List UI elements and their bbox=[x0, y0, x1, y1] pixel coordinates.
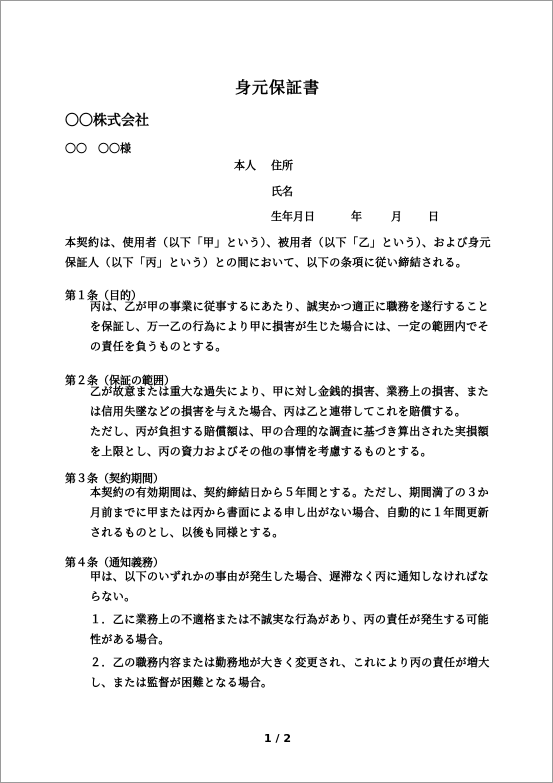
article-1-heading: 第１条（目的） bbox=[65, 289, 142, 302]
signature-address-label: 住所 bbox=[271, 159, 293, 172]
article-3-heading: 第３条（契約期間） bbox=[65, 472, 164, 485]
signature-name-label: 氏名 bbox=[271, 185, 293, 198]
signature-principal-label: 本人 bbox=[234, 159, 256, 172]
addressee: 〇〇 〇〇様 bbox=[65, 142, 131, 155]
signature-day-label: 日 bbox=[428, 210, 439, 223]
signature-year-label: 年 bbox=[351, 210, 362, 223]
article-4-item-2: ２．乙の職務内容または勤務地が大きく変更され、これにより丙の責任が増大し、または監督が困難となる場合。 bbox=[90, 656, 490, 689]
article-2-paragraph-2: ただし、丙が負担する賠償額は、甲の合理的な調査に基づき算出された実損額を上限とし、丙の資力およびその他の事情を考慮するものとする。 bbox=[90, 425, 489, 458]
article-3-paragraph: 本契約の有効期間は、契約締結日から５年間とする。ただし、期間満了の３か月前までに甲または丙から書面による申し出がない場合、自動的に１年間更新されるものとし、以後も同様とする。 bbox=[90, 486, 489, 539]
article-4-item-1: １．乙に業務上の不適格または不誠実な行為があり、丙の責任が発生する可能性がある場合。 bbox=[90, 613, 489, 646]
article-2-heading: 第２条（保証の範囲） bbox=[65, 374, 175, 387]
intro-paragraph: 本契約は、使用者（以下「甲」という）、被用者（以下「乙」という）、および身元保証人（以下「丙」という）との間において、以下の条項に従い締結される。 bbox=[65, 236, 491, 269]
company-name: 〇〇株式会社 bbox=[65, 113, 149, 129]
article-4-heading: 第４条（通知義務） bbox=[65, 556, 164, 569]
article-4-paragraph: 甲は、以下のいずれかの事由が発生した場合、遅滞なく丙に通知しなければならない。 bbox=[90, 570, 489, 603]
page-number: 1 / 2 bbox=[264, 732, 291, 745]
article-1-paragraph: 丙は、乙が甲の事業に従事するにあたり、誠実かつ適正に職務を遂行することを保証し、万一乙の行為により甲に損害が生じた場合には、一定の範囲内でその責任を負うものとする。 bbox=[90, 300, 489, 353]
signature-birthdate-label: 生年月日 bbox=[271, 210, 315, 223]
document-title: 身元保証書 bbox=[234, 78, 320, 97]
article-2-paragraph-1: 乙が故意または重大な過失により、甲に対し金銭的損害、業務上の損害、または信用失墜などの損害を与えた場合、丙は乙と連帯してこれを賠償する。 bbox=[90, 385, 489, 418]
signature-month-label: 月 bbox=[391, 210, 402, 223]
